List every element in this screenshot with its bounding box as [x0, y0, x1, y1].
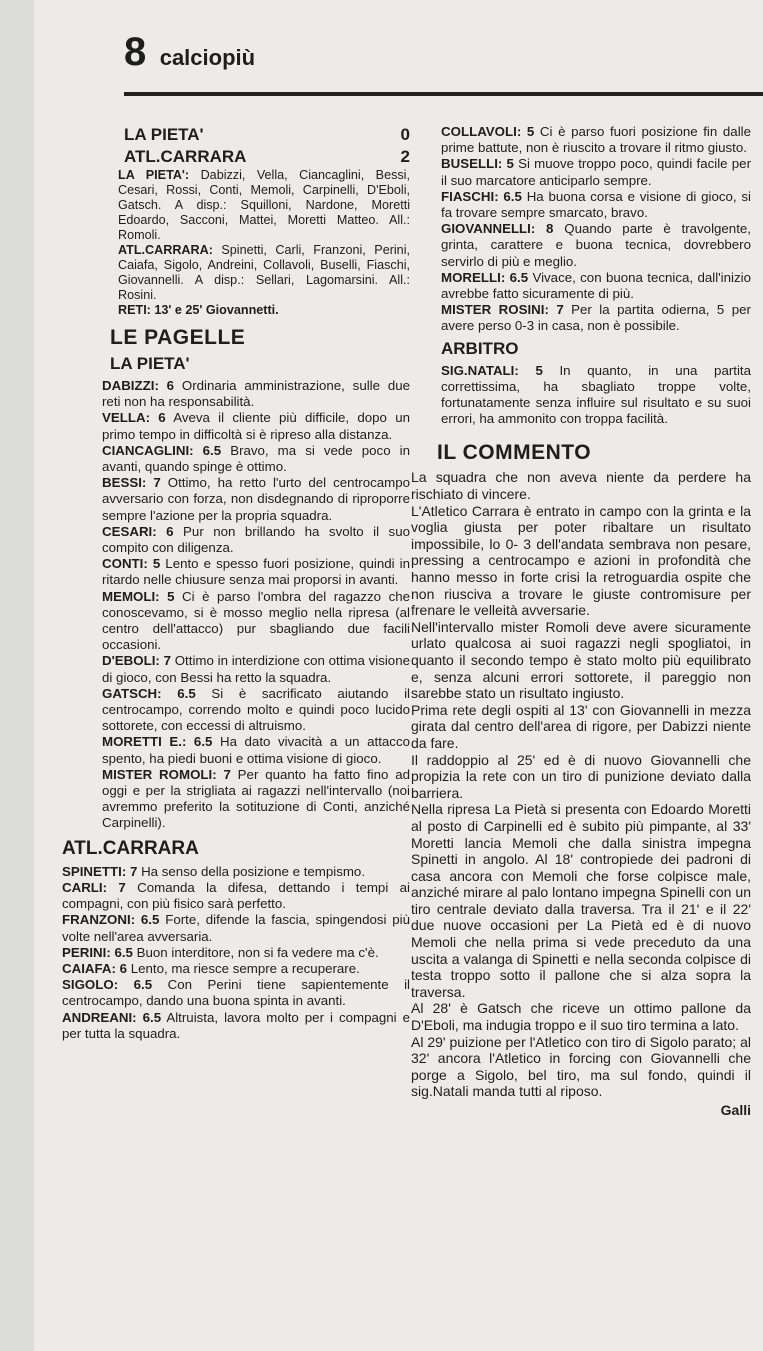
player-rating: COLLAVOLI: 5 Ci è parso fuori posizione fin dalle prime battute, non è riuscito a trovare il ritmo giusto.	[441, 124, 751, 156]
player-rating: GIOVANNELLI: 8 Quando parte è travolgente, grinta, carattere e buona tecnica, dovrebbero servirlo di più e meglio.	[441, 221, 751, 269]
commento-title: IL COMMENTO	[437, 441, 592, 465]
commento-paragraph: Nella ripresa La Pietà si presenta con Edoardo Moretti al posto di Carpinelli ed è subito più pimpante, al 33' Moretti lancia Memoli che dalla sinistra impegna Spinetti in angolo. Al 18' contropiede dei padroni di casa ancora con Memoli che forse colpisce male, anziché mirare al palo lontano impegna Spinelli con un tiro centrale deviato dalla traversa. Tra il 21' e il 22' due nuove occasioni per La Pietà ed è di nuovo Memoli che nella prima si vede preceduto da una uscita a valanga di Spinetti e nella seconda colpisce di testa troppo sotto il pallone che si alza sopra la traversa.	[411, 801, 751, 1000]
commento-paragraph: Al 29' puizione per l'Atletico con tiro di Sigolo parato; al 32' ancora l'Atletico in forcing con Giovannelli che porge a Sigolo, bel tiro, ma sul fondo, quindi il sig.Natali manda tutti al riposo.	[411, 1033, 751, 1100]
pagelle-away-title: ATL.CARRARA	[62, 837, 199, 859]
player-rating: BUSELLI: 5 Si muove troppo poco, quindi facile per il suo marcatore anticiparlo sempre.	[441, 156, 751, 188]
commento-paragraph: La squadra che non aveva niente da perdere ha rischiato di vincere.	[411, 469, 751, 503]
left-column	[62, 124, 410, 1042]
player-rating: SPINETTI: 7 Ha senso della posizione e tempismo.	[62, 863, 366, 879]
away-score: 2	[400, 147, 410, 166]
player-rating: SIGOLO: 6.5 Con Perini tiene sapientemente il centrocampo, dando una buona spinta in avanti.	[62, 977, 410, 1009]
match-info	[62, 168, 410, 318]
lineup-away: ATL.CARRARA: Spinetti, Carli, Franzoni, Perini, Caiafa, Sigolo, Andreini, Collavoli, Buselli, Fiaschi, Giovannelli. A disp.: Sellari, Lagomarsini. All.: Rosini.	[118, 243, 410, 302]
page-header	[124, 30, 255, 75]
commento-paragraph: Al 28' è Gatsch che riceve un ottimo pallone da D'Eboli, ma indugia troppo e il suo tiro termina a lato.	[411, 1000, 751, 1034]
player-rating: BESSI: 7 Ottimo, ha retto l'urto del centrocampo avversario con forza, non disdegnando di riproporre sempre l'azione per la propria squadra.	[102, 475, 410, 523]
player-rating: FIASCHI: 6.5 Ha buona corsa e visione di gioco, si fa trovare sempre smarcato, bravo.	[441, 188, 752, 221]
pagelle-away-list-right	[405, 124, 751, 335]
commento-paragraph: Prima rete degli ospiti al 13' con Giovannelli in mezza girata dal centro dell'area di rigore, per Dabizzi niente da fare.	[411, 701, 751, 751]
lineup-home: LA PIETA': Dabizzi, Vella, Ciancaglini, Bessi, Cesari, Rossi, Conti, Memoli, Carpinelli, D'Eboli, Gatsch. A disp.: Squilloni, Nardone, Moretti Edoardo, Sacconi, Mattei, Moretti Matteo. All.: Romoli.	[118, 168, 410, 242]
referee-rating: SIG.NATALI: 5 In quanto, in una partita correttissima, ha sbagliato troppe volte, fortunatamente senza influire sul risultato e su suoi errori, ha ammonito con troppa facilità.	[441, 362, 751, 427]
brand-name: calciopiù	[159, 45, 256, 70]
score-row-away	[62, 146, 410, 168]
commento-paragraph: Il raddoppio al 25' ed è di nuovo Giovannelli che propizia la rete con un tiro di punizione deviato dalla barriera.	[411, 751, 751, 801]
player-rating: CAIAFA: 6 Lento, ma riesce sempre a recuperare.	[62, 960, 360, 976]
player-rating: PERINI: 6.5 Buon interditore, non si fa vedere ma c'è.	[62, 944, 379, 960]
player-rating: FRANZONI: 6.5 Forte, difende la fascia, spingendosi più volte nell'area avversaria.	[62, 912, 410, 944]
pagelle-home-title: LA PIETA'	[110, 354, 190, 373]
player-rating: GATSCH: 6.5 Si è sacrificato aiutando il centrocampo, correndo molto e quindi poco lucido sottorete, con eccessi di altruismo.	[102, 685, 410, 734]
player-rating: MISTER ROSINI: 7 Per la partita odierna, 5 per avere perso 0-3 in casa, non è possibile.	[441, 302, 751, 334]
pagelle-away-list-left	[62, 864, 410, 1042]
home-score: 0	[400, 125, 410, 144]
referee-title: ARBITRO	[441, 338, 519, 358]
player-rating: CONTI: 5 Lento e spesso fuori posizione, quindi in ritardo nelle chiusure senza mai proporsi in avanti.	[102, 556, 410, 588]
commento-body	[405, 469, 751, 1100]
player-rating: CESARI: 6 Pur non brillando ha svolto il suo compito con diligenza.	[102, 523, 410, 556]
player-rating: MORELLI: 6.5 Vivace, con buona tecnica, dall'inizio avrebbe fatto sicuramente di più.	[441, 269, 751, 302]
player-rating: CARLI: 7 Comanda la difesa, dettando i tempi ai compagni, con più fisico sarà perfetto.	[62, 879, 410, 912]
header-rule	[124, 92, 763, 96]
player-rating: MISTER ROMOLI: 7 Per quanto ha fatto fino ad oggi e per la strigliata ai ragazzi nell'intervallo (noi avremmo preferito la sotituzione di Conti, anziché Carpinelli).	[102, 766, 410, 831]
player-rating: MORETTI E.: 6.5 Ha dato vivacità a un attacco spento, ha piedi buoni e ottima visione di gioco.	[102, 734, 411, 766]
pagelle-title: LE PAGELLE	[110, 326, 246, 349]
player-rating: ANDREANI: 6.5 Altruista, lavora molto per i compagni e per tutta la squadra.	[62, 1009, 410, 1041]
player-rating: CIANCAGLINI: 6.5 Bravo, ma si vede poco in avanti, quando spinge è ottimo.	[102, 442, 410, 475]
commento-paragraph: Nell'intervallo mister Romoli deve avere sicuramente urlato qualcosa ai suoi ragazzi negli spogliatoi, in quanto il secondo tempo è stato molto più equilibrato e, senza alcuni errori sottorete, il pareggio non sarebbe stato un risultato ingiusto.	[411, 618, 751, 702]
home-team: LA PIETA'	[124, 125, 204, 144]
page-number: 8	[124, 30, 146, 74]
player-rating: MEMOLI: 5 Ci è parso l'ombra del ragazzo che conoscevamo, si è mosso meglio nella ripresa (al centro dell'attacco) pur sbagliando due facili occasioni.	[102, 588, 411, 653]
score-row-home	[62, 124, 410, 146]
commento-paragraph: L'Atletico Carrara è entrato in campo con la grinta e la voglia giusta per poter ribaltare un risultato impossibile, lo 0- 3 dell'andata sembrava non pesare, pressing a centrocampo e azioni in profondità che hanno messo in forte crisi la retroguardia ospite che non riusciva a trovare le giuste contromisure per frenare le velleità avversarie.	[411, 502, 751, 619]
goals: RETI: 13' e 25' Giovannetti.	[118, 303, 279, 317]
player-rating: VELLA: 6 Aveva il cliente più difficile, dopo un primo tempo in difficoltà si è ripreso alla distanza.	[102, 410, 410, 442]
away-team: ATL.CARRARA	[124, 147, 247, 166]
author-signature: Galli	[720, 1102, 751, 1119]
right-column	[405, 124, 751, 1118]
player-rating: D'EBOLI: 7 Ottimo in interdizione con ottima visione di gioco, con Bessi ha retto la squadra.	[102, 653, 410, 685]
pagelle-home-list	[62, 378, 410, 832]
player-rating: DABIZZI: 6 Ordinaria amministrazione, sulle due reti non ha responsabilità.	[102, 378, 410, 410]
